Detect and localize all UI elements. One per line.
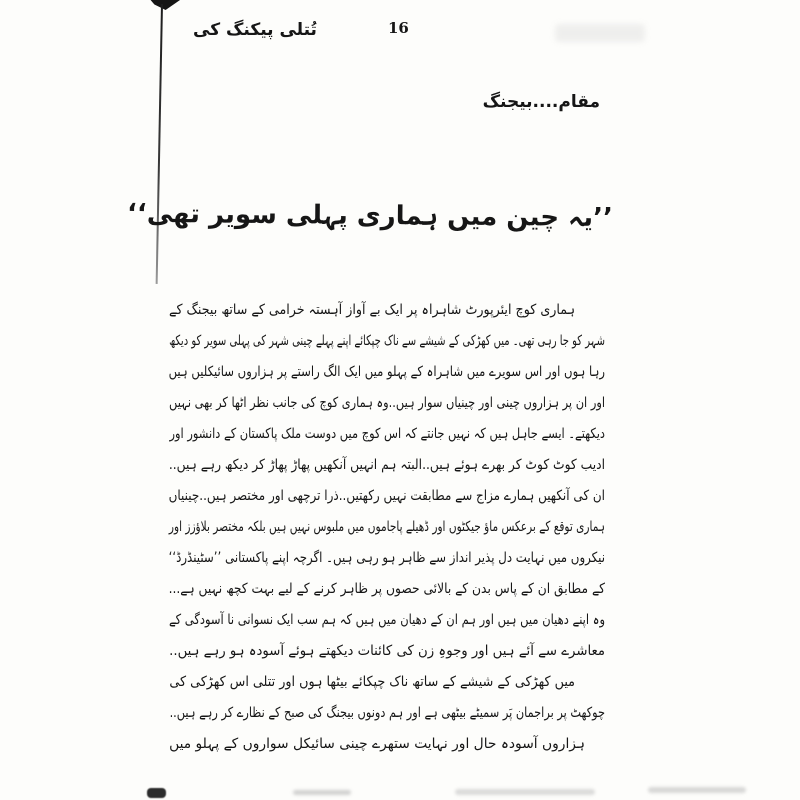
text-line: کے مطابق ان کے پاس بدن کے بالائی حصوں پر ظاہر کرنے کے لیے بہت کچھ نہیں ہے... xyxy=(168,581,605,597)
text-line: نیکروں میں نہایت دل پذیر انداز سے ظاہر ہو رہی ہیں۔ اگرچہ اپنے پاکستانی ’’سٹینڈرڈ‘‘ xyxy=(168,550,605,566)
scan-smudge xyxy=(648,787,746,793)
scan-corner-artifact xyxy=(148,0,180,10)
chapter-heading: ’’یہ چین میں ہماری پہلی سویر تھی‘‘ xyxy=(127,198,614,233)
location-line: مقام....بیجنگ xyxy=(482,92,600,112)
running-header-book-title: تُتلی پیکنگ کی xyxy=(193,20,317,40)
page-number: 16 xyxy=(388,19,409,37)
scan-smudge xyxy=(147,788,166,798)
text-line: میں کھڑکی کے شیشے کے ساتھ ناک چپکائے بیٹھا ہوں اور تتلی اس کھڑکی کی xyxy=(169,674,575,690)
text-line: وہ اپنے دھیان میں ہیں اور ہم ان کے دھیان میں ہیں کہ ہم سب ایک نسوانی نا آسودگی کے xyxy=(168,612,605,628)
text-line: معاشرے سے آئے ہیں اور وجوہِ زن کی کائنات دیکھتے ہوئے آسودہ ہو رہے ہیں.. xyxy=(169,643,605,659)
body-text-block xyxy=(169,295,605,760)
text-line: اور ان پر ہزاروں چینی اور چینیاں سوار ہیں..وہ ہماری کوچ کی جانب نظر اٹھا کر بھی نہیں xyxy=(169,395,605,411)
text-line: ادیب کوٹ کوٹ کر بھرے ہوئے ہیں..البتہ ہم انہیں آنکھیں پھاڑ پھاڑ کر دیکھ رہے ہیں.. xyxy=(168,457,605,473)
text-line: دیکھتے۔ ایسے جاہل ہیں کہ نہیں جانتے کہ اس کوچ میں دوست ملک پاکستان کے دانشور اور xyxy=(169,426,605,442)
text-line: رہا ہوں اور اس سویرے میں شاہراہ کے پہلو میں ایک الگ راستے پر ہزاروں سائیکلیں ہیں xyxy=(168,364,605,380)
text-line: شہر کو جا رہی تھی۔ میں کھڑکی کے شیشے سے ناک چپکائے اپنے پہلے چینی شہر کی پہلی سویر کو دیکھ xyxy=(169,333,606,349)
text-line: ہماری توقع کے برعکس ماؤ جیکٹوں اور ڈھیلے پاجاموں میں ملبوس نہیں ہیں بلکہ مختصر بلاؤزز اور xyxy=(168,519,606,535)
text-line: ہزاروں آسودہ حال اور نہایت ستھرے چینی سائیکل سواروں کے پہلو میں xyxy=(169,736,585,752)
scan-smudge xyxy=(293,790,351,795)
text-line: چوکھٹ پر براجمان پَر سمیٹے بیٹھی ہے اور ہم دونوں بیجنگ کی صبح کے نظارے کر رہے ہیں.. xyxy=(169,705,605,721)
text-line: ہماری کوچ ایئرپورٹ شاہراہ پر ایک بے آواز آہستہ خرامی کے ساتھ بیجنگ کے xyxy=(169,302,576,318)
text-line: ان کی آنکھیں ہمارے مزاج سے مطابقت نہیں رکھتیں..ذرا ترچھی اور مختصر ہیں..چینیاں xyxy=(168,488,605,504)
scan-smudge xyxy=(555,24,645,42)
scan-edge-line xyxy=(156,4,163,284)
scan-smudge xyxy=(455,789,595,795)
